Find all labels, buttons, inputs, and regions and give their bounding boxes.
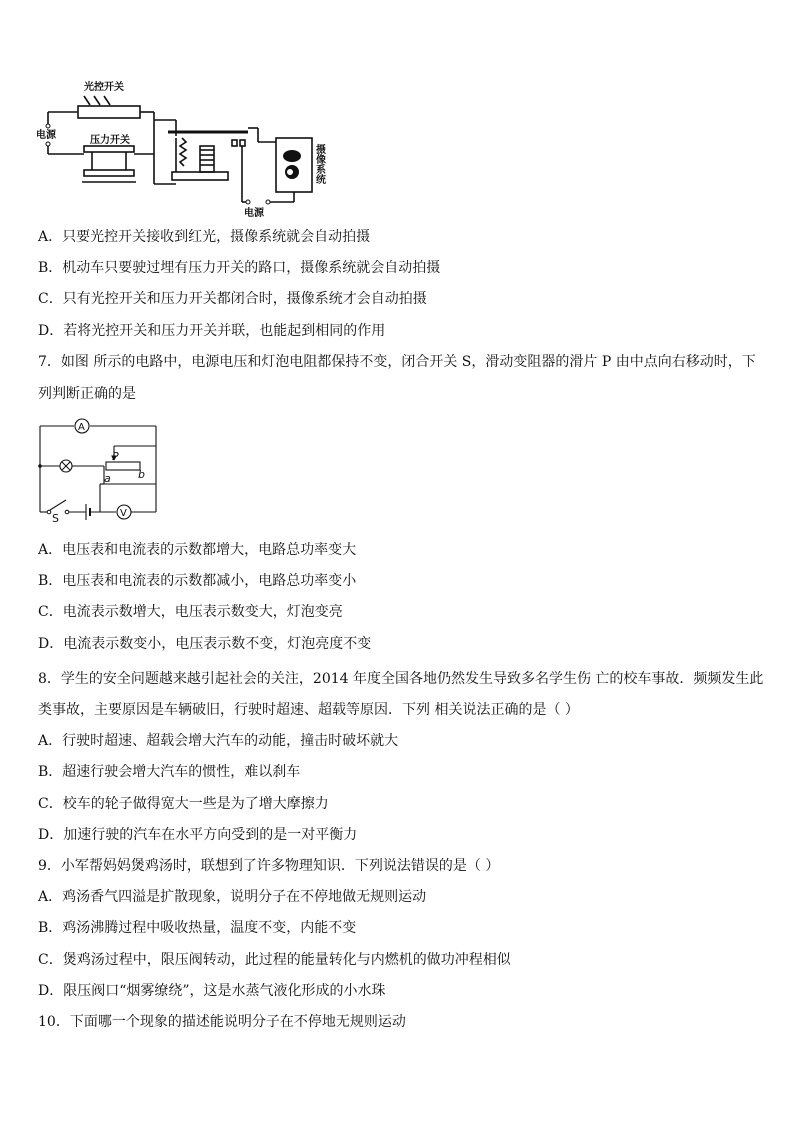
q6-option-d: D．若将光控开关和压力开关并联，也能起到相同的作用 (38, 323, 386, 339)
q9-stem: 9．小军帮妈妈煲鸡汤时，联想到了许多物理知识．下列说法错误的是（ ） (38, 858, 500, 874)
pressure-switch-label: 压力开关 (90, 135, 130, 146)
q9-option-a: A．鸡汤香气四溢是扩散现象，说明分子在不停地做无规则运动 (38, 889, 427, 905)
light-switch-label: 光控开关 (84, 82, 124, 93)
q7-option-b: B．电压表和电流表的示数都减小，电路总功率变小 (38, 573, 357, 589)
power-label: 电源 (36, 130, 56, 141)
q10-stem: 10．下面哪一个现象的描述能说明分子在不停地无规则运动 (38, 1014, 406, 1030)
q7-stem-line2: 列判断正确的是 (38, 386, 136, 402)
slider-label: P (112, 450, 119, 463)
q9-option-c: C．煲鸡汤过程中，限压阀转动，此过程的能量转化与内燃机的做功冲程相似 (38, 952, 511, 968)
power-label-bottom: 电源 (244, 208, 264, 219)
q6-option-b: B．机动车只要驶过埋有压力开关的路口，摄像系统就会自动拍摄 (38, 260, 441, 276)
figure-traffic-camera-circuit (36, 76, 336, 221)
q7-option-c: C．电流表示数增大，电压表示数变大，灯泡变亮 (38, 604, 343, 620)
q8-stem-line1: 8．学生的安全问题越来越引起社会的关注，2014 年度全国各地仍然发生导致多名学生伤 亡的校车事故．频频发生此 (38, 671, 764, 687)
camera-label: 摄像系统 (313, 144, 325, 184)
q6-option-c: C．只有光控开关和压力开关都闭合时，摄像系统才会自动拍摄 (38, 291, 427, 307)
q9-option-d: D．限压阀口“烟雾缭绕”，这是水蒸气液化形成的小水珠 (38, 983, 386, 999)
q8-stem-line2: 类事故，主要原因是车辆破旧，行驶时超速、超载等原因．下列 相关说法正确的是（ ） (38, 702, 579, 718)
switch-label: S (52, 512, 59, 524)
camera-icon (283, 150, 301, 179)
q8-option-d: D．加速行驶的汽车在水平方向受到的是一对平衡力 (38, 827, 358, 843)
q8-option-b: B．超速行驶会增大汽车的惯性，难以刹车 (38, 764, 301, 780)
q7-stem-line1: 7．如图 所示的电路中，电源电压和灯泡电阻都保持不变，闭合开关 S，滑动变阻器的滑片 P 由中点向右移动时，下 (38, 354, 756, 370)
q7-option-d: D．电流表示数变小，电压表示数不变，灯泡亮度不变 (38, 636, 372, 652)
q8-option-c: C．校车的轮子做得宽大一些是为了增大摩擦力 (38, 796, 329, 812)
terminal-a-label: a (104, 472, 111, 485)
terminal-b-label: b (138, 468, 145, 481)
q9-option-b: B．鸡汤沸腾过程中吸收热量，温度不变，内能不变 (38, 920, 357, 936)
figure-q7-circuit (34, 416, 164, 524)
q7-option-a: A．电压表和电流表的示数都增大，电路总功率变大 (38, 542, 357, 558)
q6-option-a: A．只要光控开关接收到红光，摄像系统就会自动拍摄 (38, 229, 371, 245)
q8-option-a: A．行驶时超速、超载会增大汽车的动能，撞击时破坏就大 (38, 733, 399, 749)
ammeter-symbol: A (78, 422, 85, 433)
voltmeter-symbol: V (120, 508, 127, 519)
